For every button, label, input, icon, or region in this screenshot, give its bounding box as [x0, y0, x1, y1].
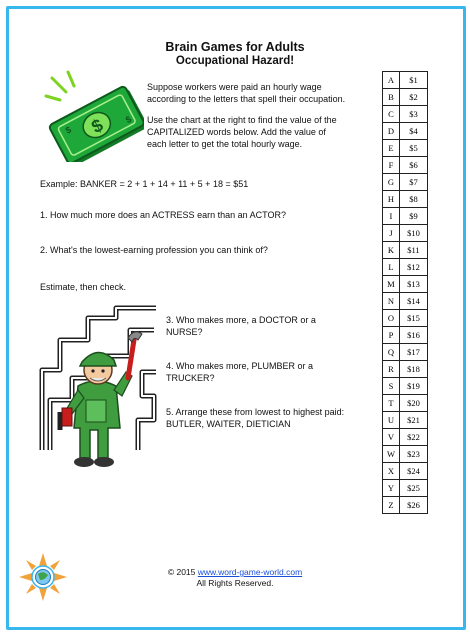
value-cell: $19: [399, 378, 427, 395]
letter-row: [383, 225, 428, 242]
value-cell: $20: [399, 395, 427, 412]
value-cell: $8: [399, 191, 427, 208]
value-cell: $18: [399, 361, 427, 378]
value-cell: $12: [399, 259, 427, 276]
question-1: 1. How much more does an ACTRESS earn than an ACTOR?: [40, 210, 286, 220]
rights-line: All Rights Reserved.: [196, 578, 274, 588]
letter-row: [383, 310, 428, 327]
letter-row: [383, 259, 428, 276]
example-line: Example: BANKER = 2 + 1 + 14 + 11 + 5 + 18 = $51: [40, 179, 249, 189]
value-cell: $23: [399, 446, 427, 463]
svg-text:$: $: [63, 124, 73, 136]
letter-row: [383, 429, 428, 446]
letter-cell: W: [383, 446, 400, 463]
value-cell: $11: [399, 242, 427, 259]
intro-line-5: each letter to get the total hourly wage.: [147, 139, 303, 149]
letter-row: [383, 72, 428, 89]
letter-row: [383, 157, 428, 174]
value-cell: $14: [399, 293, 427, 310]
letter-row: [383, 361, 428, 378]
letter-cell: D: [383, 123, 400, 140]
value-cell: $5: [399, 140, 427, 157]
letter-row: [383, 344, 428, 361]
letter-cell: H: [383, 191, 400, 208]
letter-row: [383, 276, 428, 293]
letter-row: [383, 463, 428, 480]
value-cell: $10: [399, 225, 427, 242]
letter-row: [383, 191, 428, 208]
dollar-bill-icon: [44, 70, 144, 162]
question-5-line-2: BUTLER, WAITER, DIETICIAN: [166, 419, 291, 429]
copyright-line: [0, 567, 470, 577]
value-cell: $4: [399, 123, 427, 140]
estimate-note: Estimate, then check.: [40, 282, 127, 292]
letter-cell: N: [383, 293, 400, 310]
value-cell: $13: [399, 276, 427, 293]
svg-text:$: $: [88, 114, 107, 138]
letter-row: [383, 446, 428, 463]
letter-cell: B: [383, 89, 400, 106]
letter-cell: S: [383, 378, 400, 395]
letter-cell: U: [383, 412, 400, 429]
letter-cell: T: [383, 395, 400, 412]
letter-row: [383, 140, 428, 157]
letter-cell: I: [383, 208, 400, 225]
letter-row: [383, 174, 428, 191]
svg-text:$: $: [123, 113, 133, 126]
page-subtitle: Occupational Hazard!: [175, 55, 295, 67]
letter-row: [383, 480, 428, 497]
value-cell: $22: [399, 429, 427, 446]
letter-cell: C: [383, 106, 400, 123]
value-cell: $1: [399, 72, 427, 89]
value-cell: $26: [399, 497, 427, 514]
plumber-illustration: [38, 300, 160, 472]
letter-row: [383, 89, 428, 106]
letter-cell: R: [383, 361, 400, 378]
question-2: 2. What's the lowest-earning profession you can think of?: [40, 245, 268, 255]
letter-row: [383, 242, 428, 259]
value-cell: $15: [399, 310, 427, 327]
value-cell: $21: [399, 412, 427, 429]
value-cell: $6: [399, 157, 427, 174]
intro-line-3: Use the chart at the right to find the value of the: [147, 115, 337, 125]
question-3-line-2: NURSE?: [166, 327, 203, 337]
letter-cell: X: [383, 463, 400, 480]
letter-cell: F: [383, 157, 400, 174]
value-cell: $24: [399, 463, 427, 480]
letter-cell: P: [383, 327, 400, 344]
compass-logo-icon: [18, 552, 68, 602]
question-4-line-1: 4. Who makes more, PLUMBER or a: [166, 361, 314, 371]
page-title: Brain Games for Adults: [165, 40, 305, 54]
copyright-year: © 2015: [167, 567, 196, 577]
letter-row: [383, 378, 428, 395]
website-link[interactable]: www.word-game-world.com: [197, 567, 303, 577]
letter-value-chart: [382, 71, 428, 514]
letter-cell: Q: [383, 344, 400, 361]
letter-row: [383, 327, 428, 344]
letter-cell: V: [383, 429, 400, 446]
letter-row: [383, 412, 428, 429]
letter-cell: G: [383, 174, 400, 191]
letter-row: [383, 395, 428, 412]
value-cell: $3: [399, 106, 427, 123]
letter-cell: A: [383, 72, 400, 89]
letter-row: [383, 293, 428, 310]
letter-row: [383, 208, 428, 225]
value-cell: $16: [399, 327, 427, 344]
value-cell: $9: [399, 208, 427, 225]
letter-cell: E: [383, 140, 400, 157]
letter-cell: J: [383, 225, 400, 242]
question-5-line-1: 5. Arrange these from lowest to highest paid:: [166, 407, 345, 417]
letter-cell: O: [383, 310, 400, 327]
value-cell: $25: [399, 480, 427, 497]
letter-cell: K: [383, 242, 400, 259]
letter-row: [383, 497, 428, 514]
letter-cell: Z: [383, 497, 400, 514]
value-cell: $17: [399, 344, 427, 361]
letter-cell: Y: [383, 480, 400, 497]
intro-line-1: Suppose workers were paid an hourly wage: [147, 82, 322, 92]
value-cell: $7: [399, 174, 427, 191]
question-4-line-2: TRUCKER?: [166, 373, 215, 383]
intro-line-2: according to the letters that spell their occupation.: [147, 94, 346, 104]
letter-cell: L: [383, 259, 400, 276]
question-3-line-1: 3. Who makes more, a DOCTOR or a: [166, 315, 316, 325]
letter-row: [383, 123, 428, 140]
letter-row: [383, 106, 428, 123]
intro-line-4: CAPITALIZED words below. Add the value of: [147, 127, 326, 137]
value-cell: $2: [399, 89, 427, 106]
letter-cell: M: [383, 276, 400, 293]
